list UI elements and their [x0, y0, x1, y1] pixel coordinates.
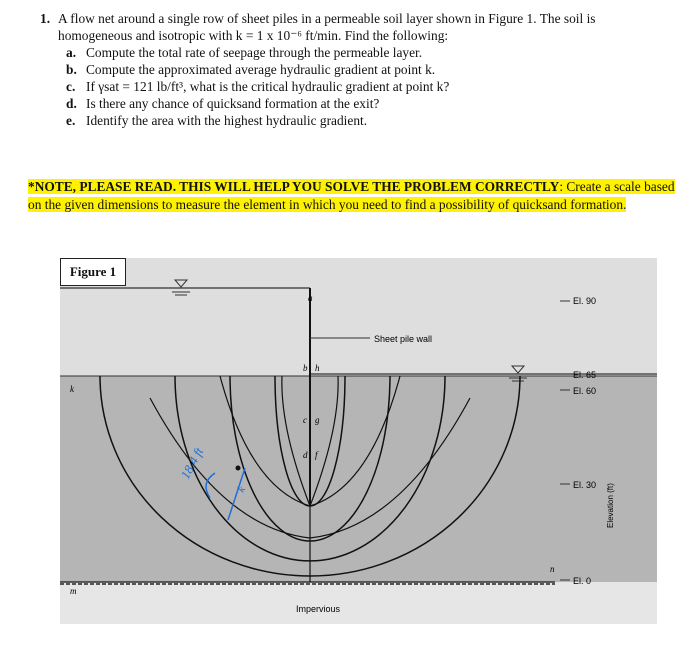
note-rest: : Create a scale based on the given dimensions to measure the element in which you need to find a possibility of quicksand formation.	[28, 179, 675, 212]
question-intro-line1: A flow net around a single row of sheet piles in a permeable soil layer shown in Figure 1. The soil is	[58, 11, 596, 26]
flow-net-diagram	[60, 258, 657, 624]
question-item-e: e. Identify the area with the highest hydraulic gradient.	[66, 113, 368, 128]
elevation-65: El. 65	[573, 370, 597, 380]
elevation-60: El. 60	[573, 386, 597, 396]
water-zone	[60, 258, 657, 376]
question-item-b: b. Compute the approximated average hydraulic gradient at point k.	[66, 62, 436, 77]
point-b: b	[303, 363, 308, 373]
point-k-left: k	[70, 384, 74, 394]
elevation-30: El. 30	[573, 480, 597, 490]
question-item-a: a. Compute the total rate of seepage through the permeable layer.	[66, 45, 423, 60]
question-item-c: c. If γsat = 121 lb/ft³, what is the critical hydraulic gradient at point k?	[66, 79, 450, 94]
point-a: a	[308, 293, 313, 303]
impervious-zone	[60, 582, 657, 624]
point-m: m	[70, 586, 77, 596]
question-item-d: d. Is there any chance of quicksand formation at the exit?	[66, 96, 380, 111]
point-f: f	[315, 450, 318, 460]
point-c: c	[303, 415, 307, 425]
impervious-label: Impervious	[296, 604, 341, 614]
elevation-90: El. 90	[573, 296, 597, 306]
point-g: g	[315, 415, 320, 425]
question-intro-line2: homogeneous and isotropic with k = 1 x 10⁻⁶ ft/min. Find the following:	[58, 28, 449, 43]
handwritten-length: 18.4 ft	[177, 445, 207, 482]
point-h: h	[315, 363, 320, 373]
elevation-0: El. 0	[573, 576, 592, 586]
question-block	[40, 10, 678, 129]
figure-label: Figure 1	[60, 258, 126, 286]
point-d: d	[303, 450, 308, 460]
figure-1	[60, 258, 657, 624]
question-items	[58, 44, 678, 129]
sheet-pile-label: Sheet pile wall	[374, 334, 433, 344]
soil-layer	[60, 376, 657, 582]
point-n: n	[550, 564, 555, 574]
handwritten-k: k	[235, 484, 249, 495]
note-paragraph	[28, 178, 680, 214]
elevation-axis-label: Elevation (ft)	[606, 483, 615, 528]
note-bold: *NOTE, PLEASE READ. THIS WILL HELP YOU SOLVE THE PROBLEM CORRECTLY	[28, 179, 560, 194]
point-k-marker	[236, 466, 241, 471]
question-number: 1.	[40, 11, 51, 26]
